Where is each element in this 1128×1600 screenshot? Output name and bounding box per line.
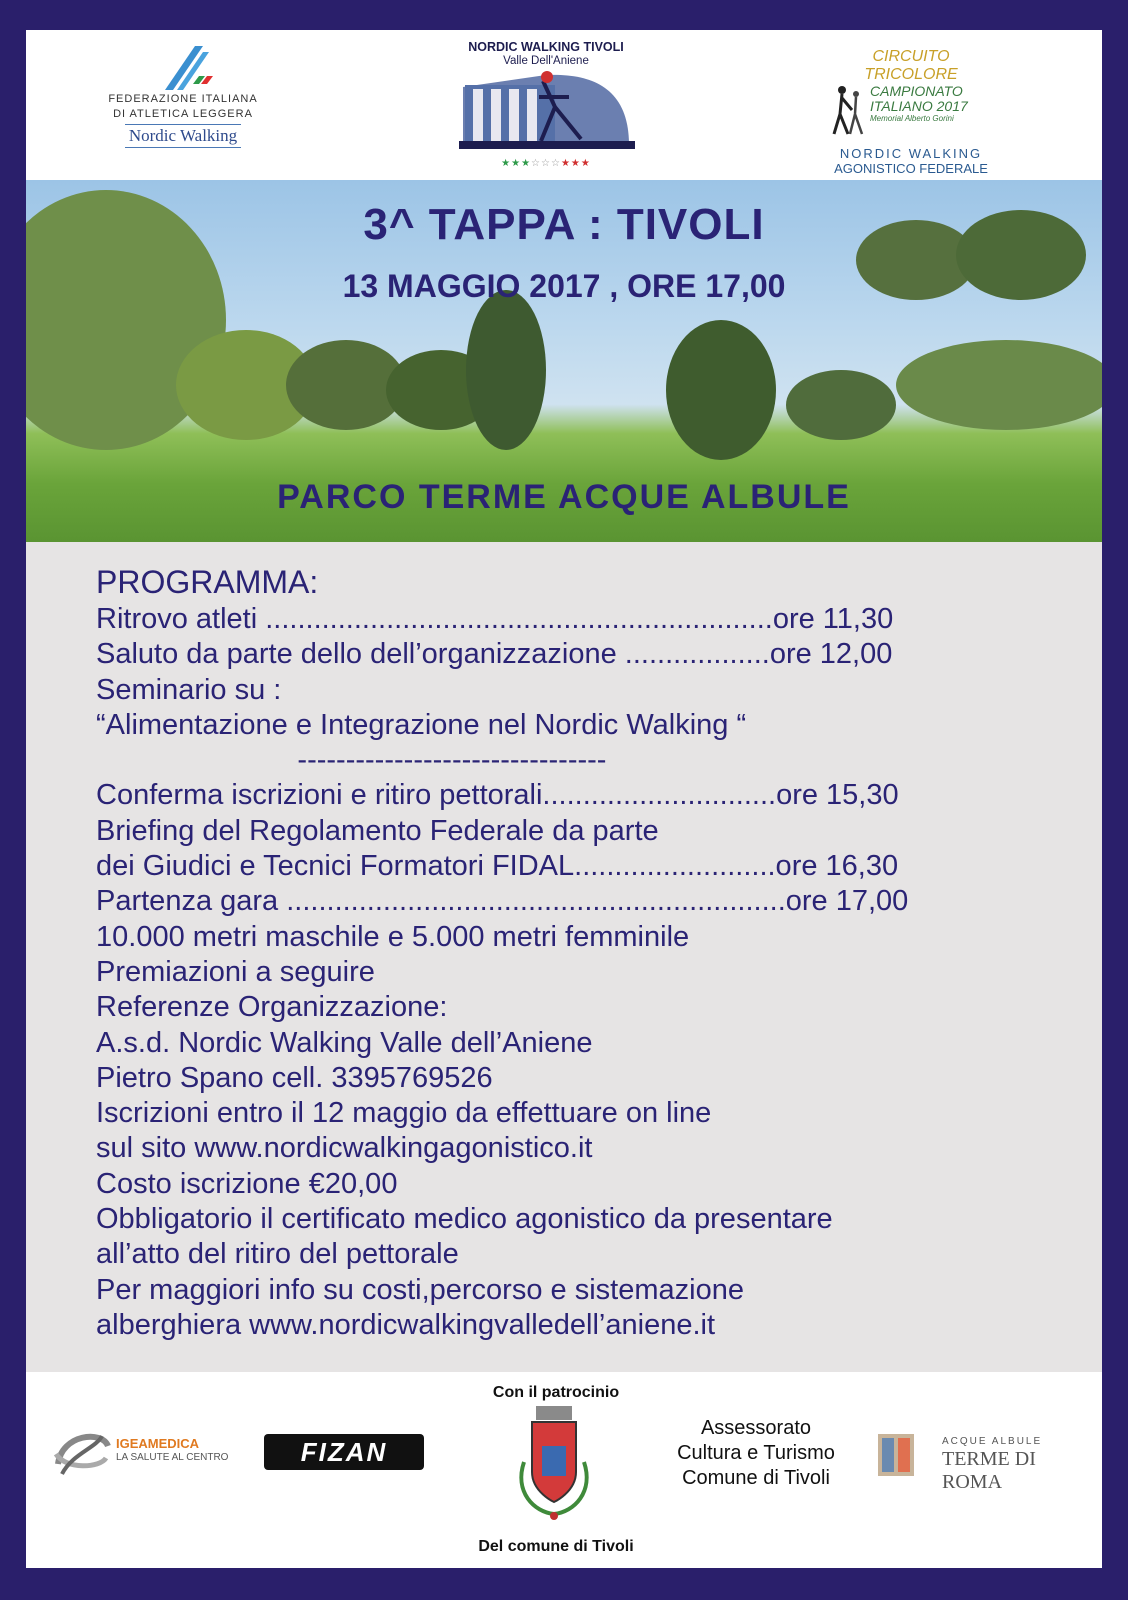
program-line: Referenze Organizzazione: xyxy=(96,991,448,1024)
fidal-line1: FEDERAZIONE ITALIANA xyxy=(108,93,258,105)
program-lines xyxy=(96,602,1056,1343)
fidal-line3: Nordic Walking xyxy=(125,124,241,148)
program-line: Per maggiori info su costi,percorso e sistemazione xyxy=(96,1273,744,1306)
program-line: sul sito www.nordicwalkingagonistico.it xyxy=(96,1132,593,1165)
nwt-stars: ★★★☆☆☆★★★ xyxy=(501,158,591,169)
comune-label: Del comune di Tivoli xyxy=(478,1538,634,1555)
temple-walker-icon xyxy=(451,67,641,151)
circuito-line3: ITALIANO 2017 xyxy=(870,98,968,114)
program-line: Partenza gara ..............................................................ore 17,00 xyxy=(96,885,909,918)
program-separator: -------------------------------- xyxy=(96,744,607,777)
event-date: 13 MAGGIO 2017 , ORE 17,00 xyxy=(342,268,786,304)
assessorato-text xyxy=(656,1416,856,1491)
igea-name: IGEAMEDICA xyxy=(116,1436,200,1451)
circuito-line5: NORDIC WALKING xyxy=(839,146,983,161)
venue-name: PARCO TERME ACQUE ALBULE xyxy=(277,478,851,516)
assessorato-line2: Cultura e Turismo xyxy=(677,1442,835,1464)
program-line: Premiazioni a seguire xyxy=(96,955,375,988)
nwt-title: NORDIC WALKING TIVOLI xyxy=(468,40,624,54)
walkers-icon xyxy=(828,84,868,140)
program-line: all’atto del ritiro del pettorale xyxy=(96,1238,459,1271)
terme-emblem-icon xyxy=(876,1432,916,1478)
stage-title: 3^ TAPPA : TIVOLI xyxy=(363,200,765,249)
program-title: PROGRAMMA: xyxy=(96,564,319,600)
park-banner xyxy=(26,180,1102,542)
program-line: Ritrovo atleti ...............................................................ore 11,30 xyxy=(96,603,894,635)
fidal-logo xyxy=(98,44,268,174)
program-line: Saluto da parte dello dell’organizzazione ..................ore 12,00 xyxy=(96,638,893,671)
igea-swirl-icon xyxy=(52,1424,112,1480)
circuito-line4: Memorial Alberto Gorini xyxy=(870,114,954,123)
program-line: 10.000 metri maschile e 5.000 metri femminile xyxy=(96,920,690,953)
igeamedica-logo xyxy=(52,1424,242,1484)
program-line: “Alimentazione e Integrazione nel Nordic Walking “ xyxy=(96,708,747,741)
header-logos xyxy=(26,30,1102,182)
terme-big: TERME DI ROMA xyxy=(942,1448,1036,1493)
program-line: Iscrizioni entro il 12 maggio da effettuare on line xyxy=(96,1097,712,1130)
nwt-subtitle: Valle Dell'Aniene xyxy=(503,55,589,67)
circuito-line2: CAMPIONATO xyxy=(870,83,963,99)
program-line: A.s.d. Nordic Walking Valle dell’Aniene xyxy=(96,1026,593,1059)
fidal-line2: DI ATLETICA LEGGERA xyxy=(113,108,253,120)
program-line: Briefing del Regolamento Federale da parte xyxy=(96,814,659,847)
program-line: alberghiera www.nordicwalkingvalledell’aniene.it xyxy=(96,1308,716,1341)
program-line: Seminario su : xyxy=(96,673,282,706)
program-line: Costo iscrizione €20,00 xyxy=(96,1167,398,1200)
sponsors-footer xyxy=(26,1372,1102,1568)
terme-di-roma-logo xyxy=(876,1432,1066,1493)
fidal-mark-icon xyxy=(143,44,223,92)
poster-frame xyxy=(26,30,1102,1568)
program-line: Obbligatorio il certificato medico agonistico da presentare xyxy=(96,1203,833,1236)
circuito-line6: AGONISTICO FEDERALE xyxy=(834,161,988,176)
program-section xyxy=(26,542,1102,1372)
program-line: Conferma iscrizioni e ritiro pettorali.............................ore 15,30 xyxy=(96,779,899,812)
circuito-line1: CIRCUITO TRICOLORE xyxy=(864,48,958,83)
circuito-tricolore-logo xyxy=(826,48,996,178)
assessorato-line3: Comune di Tivoli xyxy=(682,1467,830,1489)
patrocinio-label: Con il patrocinio xyxy=(492,1384,620,1401)
fizan-logo: FIZAN xyxy=(264,1434,424,1470)
program-line: Pietro Spano cell. 3395769526 xyxy=(96,1061,493,1094)
nordic-walking-tivoli-logo xyxy=(446,40,646,180)
assessorato-line1: Assessorato xyxy=(700,1417,812,1439)
igea-tagline: LA SALUTE AL CENTRO xyxy=(116,1452,229,1463)
terme-small: ACQUE ALBULE xyxy=(942,1436,1043,1447)
program-line: dei Giudici e Tecnici Formatori FIDAL.........................ore 16,30 xyxy=(96,850,899,883)
tivoli-crest-icon xyxy=(514,1402,594,1532)
